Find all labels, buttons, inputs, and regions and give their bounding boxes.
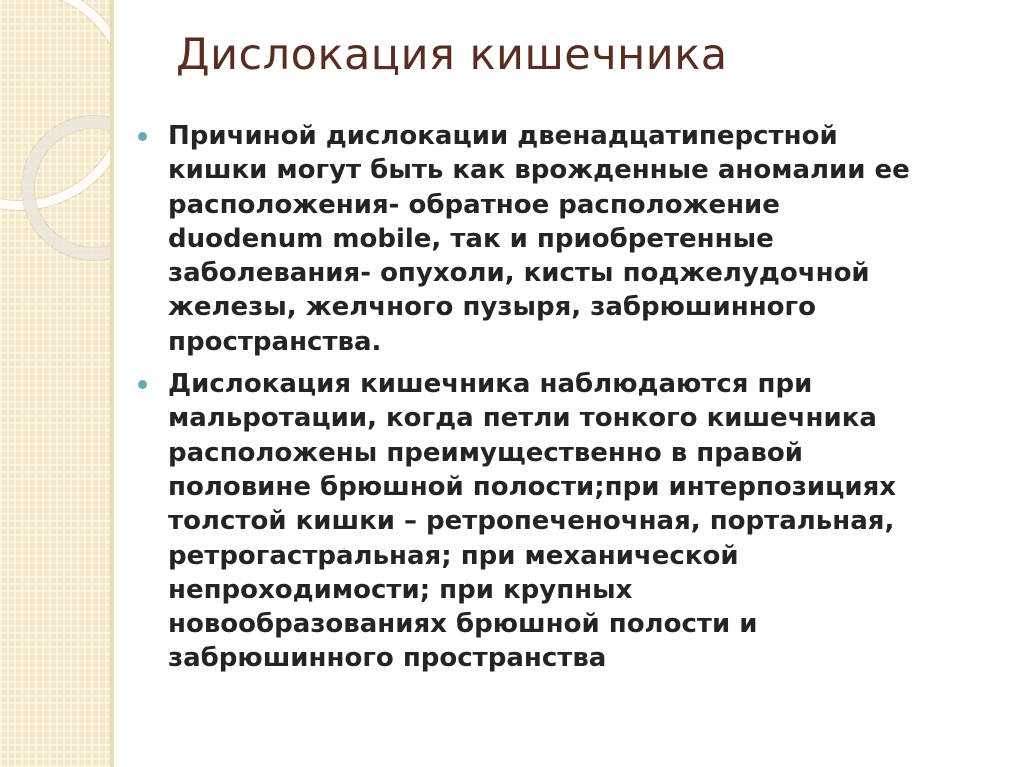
bullet-line: мальротации, когда петли тонкого кишечника	[168, 403, 877, 434]
sidebar-divider	[110, 0, 114, 767]
slide-title: Дислокация кишечника	[176, 30, 728, 80]
decorative-sidebar	[0, 0, 112, 767]
bullet-line: заболевания- опухоли, кисты поджелудочной	[168, 258, 870, 289]
bullet-item	[136, 367, 976, 676]
bullet-line: расположены преимущественно в правой	[168, 437, 803, 468]
slide-content	[136, 119, 976, 684]
bullet-dot-icon	[138, 380, 147, 389]
bullet-line: новообразованиях брюшной полости и	[168, 609, 758, 640]
bullet-line: duodenum mobile, так и приобретенные	[168, 223, 774, 254]
bullet-line: толстой кишки – ретропеченочная, портальная,	[168, 506, 895, 537]
bullet-line: железы, желчного пузыря, забрюшинного	[168, 292, 816, 323]
bullet-line: Дислокация кишечника наблюдаются при	[168, 369, 813, 400]
bullet-line: ретрогастральная; при механической	[168, 540, 739, 571]
bullet-line: расположения- обратное расположение	[168, 189, 780, 220]
bullet-line: кишки могут быть как врожденные аномалии ее	[168, 155, 910, 186]
bullet-line: Причиной дислокации двенадцатиперстной	[168, 121, 838, 151]
bullet-line: половине брюшной полости;при интерпозициях	[168, 471, 897, 502]
bullet-item	[136, 119, 976, 359]
bullet-line: непроходимости; при крупных	[168, 574, 633, 605]
bullet-line: пространства.	[168, 326, 382, 357]
bullet-line: забрюшинного пространства	[168, 643, 607, 674]
bullet-dot-icon	[138, 132, 147, 141]
